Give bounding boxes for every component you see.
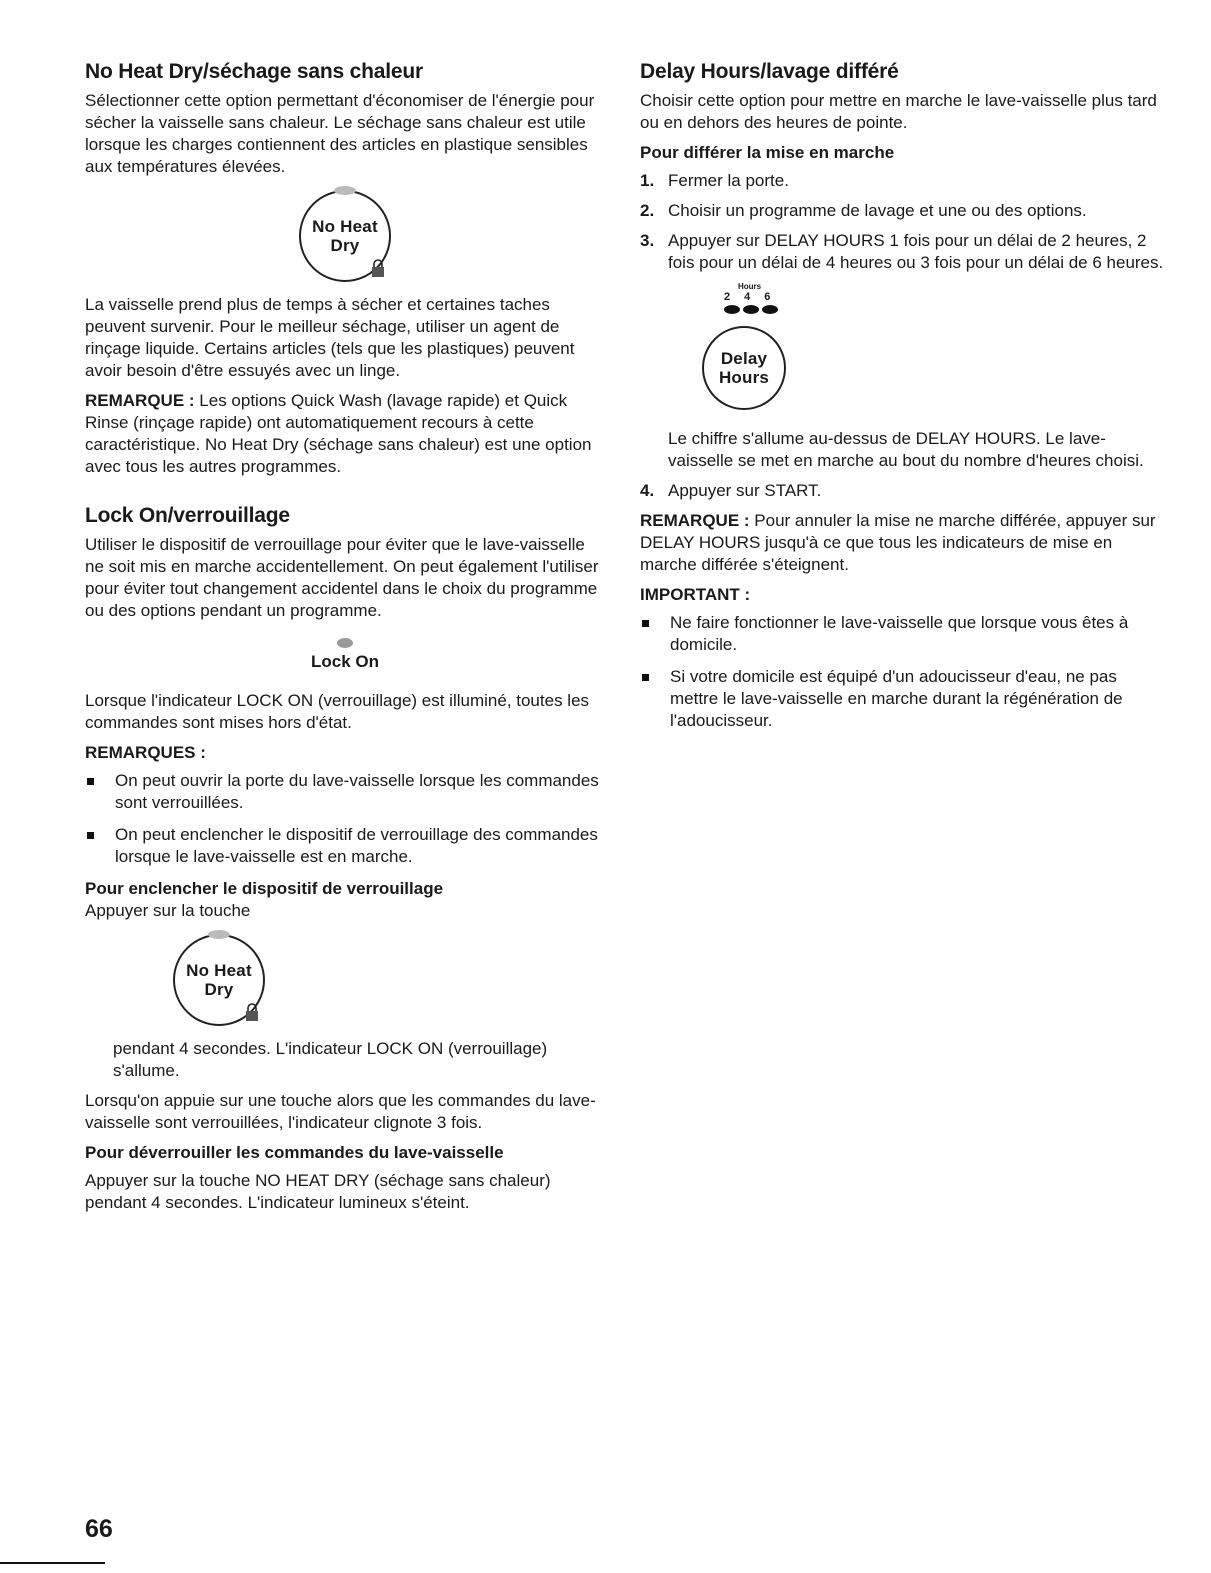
delay-hours-intro: Choisir cette option pour mettre en marche le lave-vaisselle plus tard ou en dehors des heures de pointe. bbox=[640, 91, 1157, 132]
step-text: Appuyer sur START. bbox=[668, 481, 822, 500]
note-label: REMARQUE : bbox=[85, 391, 195, 410]
no-heat-dry-button bbox=[173, 934, 265, 1026]
right-column bbox=[640, 60, 1165, 742]
delay-hours-after: Le chiffre s'allume au-dessus de DELAY HOURS. Le lave-vaisselle se met en marche au bout du nombre d'heures choisi. bbox=[668, 429, 1144, 470]
step-number: 4. bbox=[640, 481, 655, 500]
indicator-light-icon bbox=[743, 305, 759, 314]
footer-rule bbox=[0, 1562, 105, 1564]
lock-on-intro: Utiliser le dispositif de verrouillage pour éviter que le lave-vaisselle ne soit mis en marche accidentellement. On peut également l'utiliser pour éviter tout changement accidentel dans le choix du programme ou des options pendant un programme. bbox=[85, 535, 599, 620]
button-label-line1: No Heat bbox=[186, 961, 252, 980]
delay-steps-continued bbox=[640, 480, 1165, 502]
note-text: Les options Quick Wash (lavage rapide) et Quick Rinse (rinçage rapide) ont automatiquement recours à cette caractéristique. No Heat Dry (séchage sans chaleur) est une option avec tous les autres programmes. bbox=[85, 391, 592, 476]
indicator-light-icon bbox=[334, 186, 356, 195]
step-number: 1. bbox=[640, 171, 655, 190]
list-item bbox=[640, 480, 1165, 502]
hours-value: 6 bbox=[764, 291, 771, 303]
no-heat-dry-figure bbox=[85, 190, 605, 282]
important-list bbox=[640, 612, 1165, 732]
button-label-line1: Delay bbox=[720, 349, 768, 368]
step-text: Fermer la porte. bbox=[668, 171, 789, 190]
list-item bbox=[640, 200, 1165, 222]
step-number: 2. bbox=[640, 201, 655, 220]
lock-on-indicator bbox=[85, 638, 605, 672]
list-item bbox=[640, 230, 1165, 274]
hours-value: 2 bbox=[724, 291, 731, 303]
delay-hours-heading: Delay Hours/lavage différé bbox=[640, 60, 899, 83]
no-heat-dry-intro: Sélectionner cette option permettant d'économiser de l'énergie pour sécher la vaisselle sans chaleur. Le séchage sans chaleur est utile lorsque les charges contiennent des articles en plastique sensibles aux températures élevées. bbox=[85, 91, 595, 176]
button-label-line2: Dry bbox=[204, 980, 234, 999]
remarks-label: REMARQUES : bbox=[85, 743, 206, 762]
note-label: REMARQUE : bbox=[640, 511, 750, 530]
note-text: Pour annuler la mise ne marche différée, appuyer sur DELAY HOURS jusqu'à ce que tous les indicateurs de mise en marche différée s'éteignent. bbox=[640, 511, 1156, 574]
button-label-line2: Dry bbox=[330, 236, 360, 255]
lock-blink-text: Lorsqu'on appuie sur une touche alors que les commandes du lave-vaisselle sont verrouillées, l'indicateur clignote 3 fois. bbox=[85, 1091, 596, 1132]
delay-hours-button bbox=[702, 326, 786, 410]
list-item bbox=[640, 170, 1165, 192]
step-text: Choisir un programme de lavage et une ou des options. bbox=[668, 201, 1087, 220]
no-heat-dry-heading: No Heat Dry/séchage sans chaleur bbox=[85, 60, 423, 83]
delay-hours-note bbox=[640, 510, 1165, 576]
indicator-light-icon bbox=[337, 638, 353, 648]
lock-on-label: Lock On bbox=[310, 652, 379, 671]
no-heat-dry-button bbox=[299, 190, 391, 282]
engage-lock-figure bbox=[85, 934, 605, 1026]
indicator-light-icon bbox=[762, 305, 778, 314]
button-label-line2: Hours bbox=[718, 368, 770, 387]
list-item: On peut ouvrir la porte du lave-vaisselle lorsque les commandes sont verrouillées. bbox=[85, 770, 605, 814]
remarks-list bbox=[85, 770, 605, 868]
step-number: 3. bbox=[640, 231, 655, 250]
engage-lock-text: Appuyer sur la touche bbox=[85, 901, 251, 920]
list-item: Si votre domicile est équipé d'un adoucisseur d'eau, ne pas mettre le lave-vaisselle en marche durant la régénération de l'adoucisseur. bbox=[640, 666, 1165, 732]
important-label: IMPORTANT : bbox=[640, 585, 751, 604]
indicator-light-icon bbox=[724, 305, 740, 314]
hours-title: Hours bbox=[738, 282, 762, 291]
lock-on-heading: Lock On/verrouillage bbox=[85, 504, 290, 527]
hours-value: 4 bbox=[744, 291, 751, 303]
button-label-line1: No Heat bbox=[312, 217, 378, 236]
hours-lights bbox=[724, 305, 778, 314]
step-text: Appuyer sur DELAY HOURS 1 fois pour un délai de 2 heures, 2 fois pour un délai de 4 heures ou 3 fois pour un délai de 6 heures. bbox=[668, 231, 1164, 272]
left-column bbox=[85, 60, 605, 1222]
no-heat-dry-details: La vaisselle prend plus de temps à sécher et certaines taches peuvent survenir. Pour le meilleur séchage, utiliser un agent de rinçage liquide. Certains articles (tels que les plastiques) peuvent avoir besoin d'être essuyés avec un linge. bbox=[85, 295, 575, 380]
delay-steps bbox=[640, 170, 1165, 274]
indicator-light-icon bbox=[208, 930, 230, 939]
no-heat-dry-note bbox=[85, 390, 605, 478]
list-item: Ne faire fonctionner le lave-vaisselle que lorsque vous êtes à domicile. bbox=[640, 612, 1165, 656]
engage-lock-after: pendant 4 secondes. L'indicateur LOCK ON (verrouillage) s'allume. bbox=[113, 1039, 548, 1080]
unlock-heading: Pour déverrouiller les commandes du lave-vaisselle bbox=[85, 1143, 504, 1162]
hours-indicator bbox=[702, 282, 1165, 314]
lock-icon bbox=[371, 258, 385, 278]
list-item: On peut enclencher le dispositif de verrouillage des commandes lorsque le lave-vaisselle est en marche. bbox=[85, 824, 605, 868]
unlock-text: Appuyer sur la touche NO HEAT DRY (séchage sans chaleur) pendant 4 secondes. L'indicateur lumineux s'éteint. bbox=[85, 1171, 551, 1212]
hours-values bbox=[724, 291, 770, 303]
lock-on-description: Lorsque l'indicateur LOCK ON (verrouillage) est illuminé, toutes les commandes sont mises hors d'état. bbox=[85, 691, 590, 732]
delay-start-heading: Pour différer la mise en marche bbox=[640, 143, 895, 162]
page-number: 66 bbox=[85, 1515, 113, 1543]
lock-icon bbox=[245, 1002, 259, 1022]
delay-hours-figure bbox=[640, 282, 1165, 410]
engage-lock-heading: Pour enclencher le dispositif de verrouillage bbox=[85, 879, 444, 898]
